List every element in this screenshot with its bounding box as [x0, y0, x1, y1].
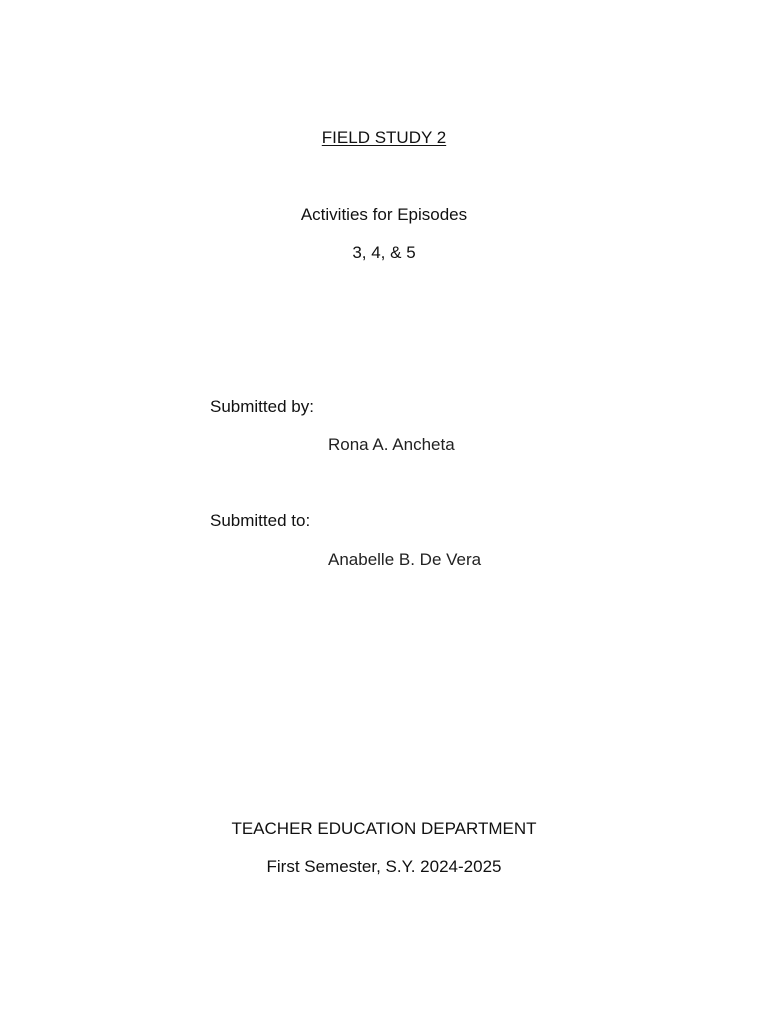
department-name: TEACHER EDUCATION DEPARTMENT [231, 819, 537, 838]
semester-term: First Semester, S.Y. 2024-2025 [266, 857, 502, 876]
submitted-by-label: Submitted by: [210, 397, 314, 416]
submitted-to-label: Submitted to: [210, 511, 311, 530]
submitted-by-name: Rona A. Ancheta [328, 435, 455, 454]
subtitle-line-2: 3, 4, & 5 [352, 243, 416, 262]
submitted-to-name: Anabelle B. De Vera [328, 550, 482, 569]
subtitle-line-1: Activities for Episodes [300, 205, 468, 224]
document-title: FIELD STUDY 2 [321, 128, 447, 147]
document-title-wrapper [0, 128, 768, 148]
